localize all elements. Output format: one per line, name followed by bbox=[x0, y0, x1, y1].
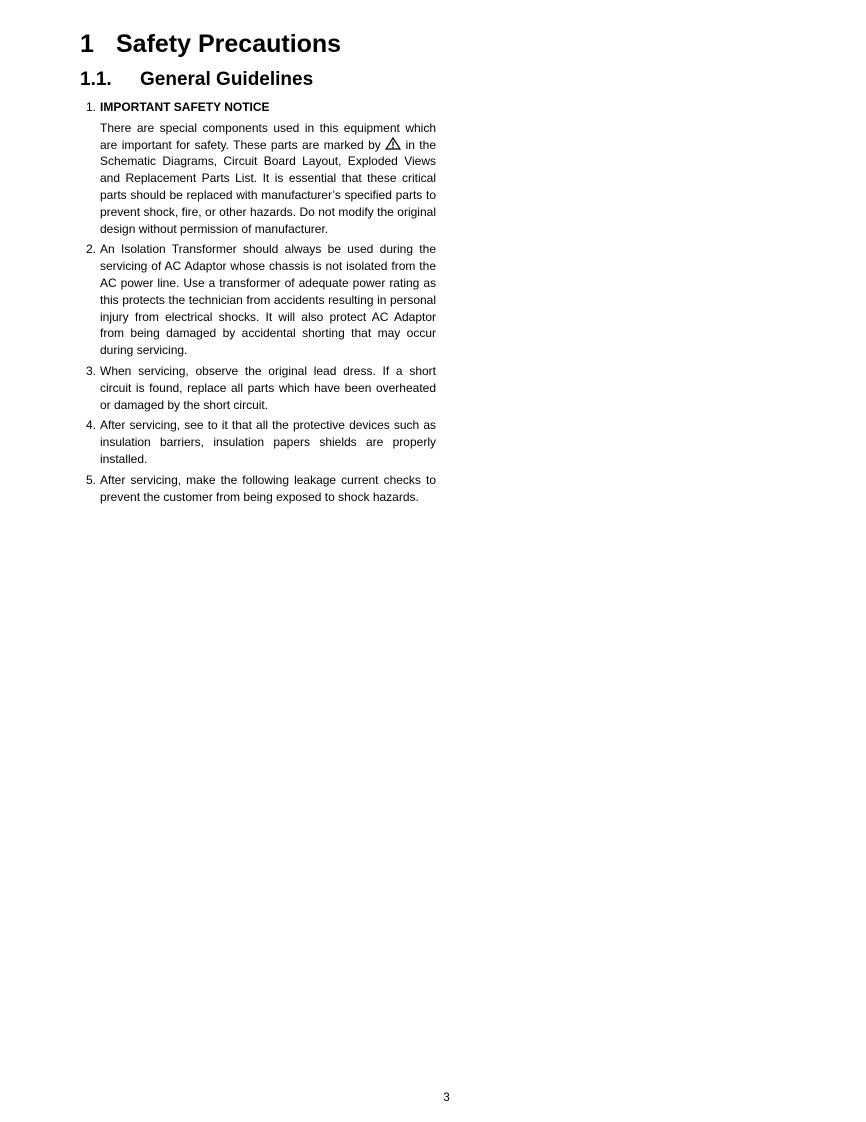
list-item bbox=[86, 241, 436, 359]
subsection-heading bbox=[80, 67, 313, 93]
item-text: After servicing, see to it that all the protective devices such as insulation barriers, insulation papers shields are properly installed. bbox=[100, 418, 436, 466]
item-text-part: in the Schematic Diagrams, Circuit Board Layout, Exploded Views and Replacement Parts List. It is essential that these critical parts should be replaced with manufacturer’s specified parts to prevent shock, fire, or other hazards. Do not modify the original design without permission of manufacturer. bbox=[100, 137, 436, 236]
guidelines-list bbox=[86, 99, 436, 509]
list-marker: 3. bbox=[86, 363, 97, 378]
subsection-title: General Guidelines bbox=[140, 69, 314, 90]
item-text: After servicing, make the following leakage current checks to prevent the customer from being exposed to shock hazards. bbox=[100, 472, 436, 504]
list-marker: 4. bbox=[86, 418, 97, 433]
section-title: Safety Precautions bbox=[116, 30, 342, 58]
list-item bbox=[86, 363, 436, 413]
section-heading bbox=[80, 28, 341, 60]
list-item bbox=[86, 472, 436, 506]
section-number: 1 bbox=[80, 30, 94, 58]
page-number: 3 bbox=[443, 1090, 450, 1104]
subsection-number: 1.1. bbox=[80, 69, 112, 90]
item-text: An Isolation Transformer should always be used during the servicing of AC Adaptor whose chassis is not isolated from the AC power line. Use a transformer of adequate power rating as this protects the technician from accidents resulting in personal injury from electrical shocks. It will also protect AC Adaptor from being damaged by accidental shorting that may occur during servicing. bbox=[100, 242, 436, 358]
item-text-part: There are special components used in this equipment which are important for safety. These parts are marked by bbox=[100, 120, 436, 152]
list-item bbox=[86, 99, 436, 237]
list-marker: 1. bbox=[86, 100, 97, 114]
warning-triangle-icon bbox=[385, 137, 401, 150]
item-title: IMPORTANT SAFETY NOTICE bbox=[100, 100, 270, 114]
item-text bbox=[100, 120, 436, 238]
item-text: When servicing, observe the original lead dress. If a short circuit is found, replace all parts which have been overheated or damaged by the short circuit. bbox=[100, 363, 436, 412]
list-marker: 5. bbox=[86, 472, 97, 487]
list-marker: 2. bbox=[86, 242, 97, 257]
list-item bbox=[86, 417, 436, 467]
